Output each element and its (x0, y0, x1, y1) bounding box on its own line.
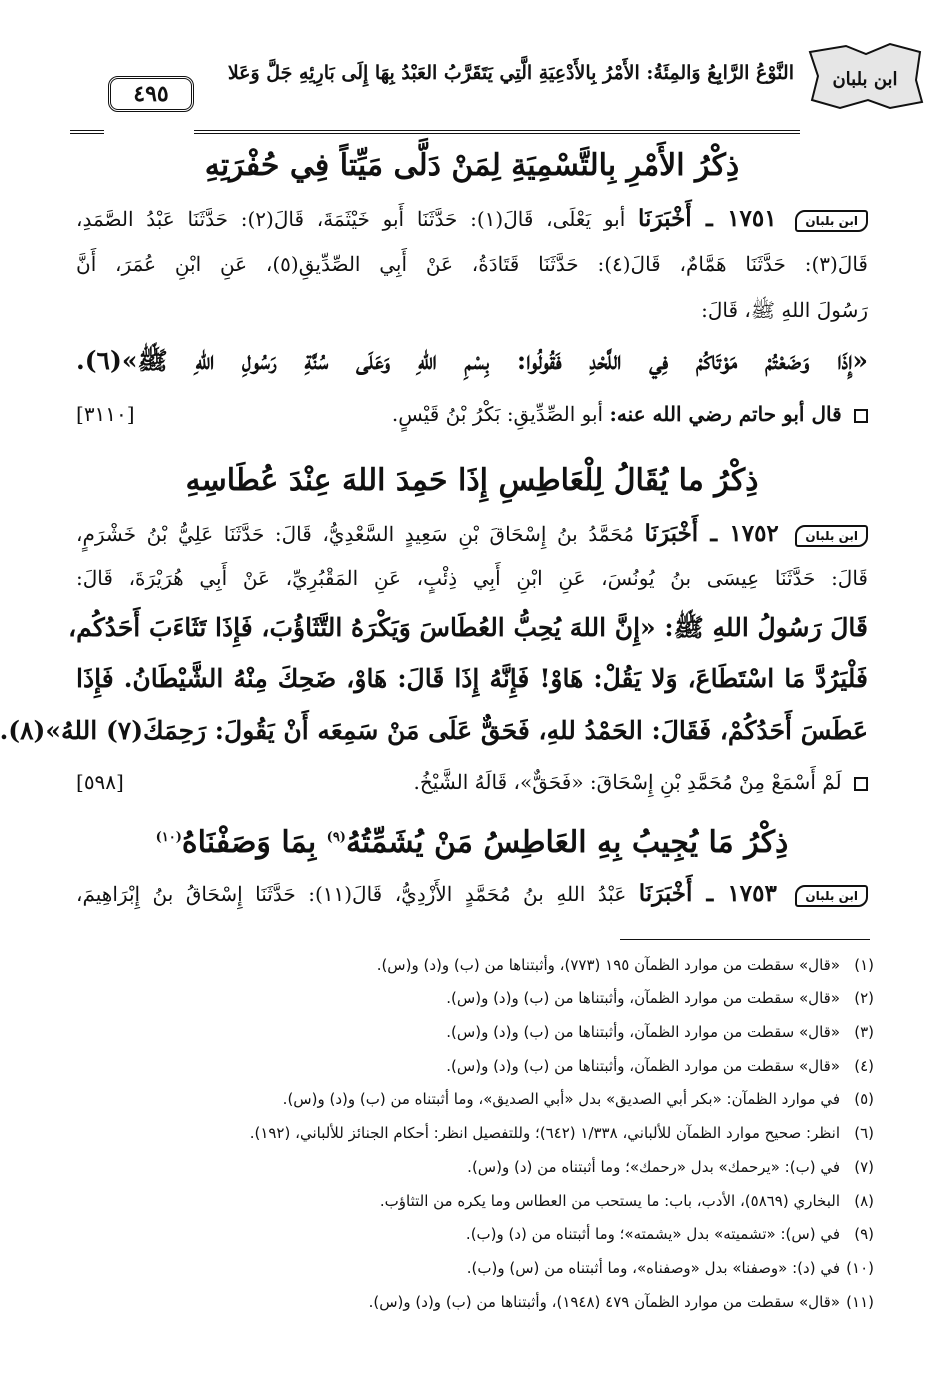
footnote-text: «قال» سقطت من موارد الظمآن ١٩٥ (٧٧٣)، وأثبتناها من (ب) و(د) و(س). (376, 956, 840, 974)
footnote-number: (٧) (854, 1158, 874, 1176)
isnad-line: قَالَ: حَدَّثَنَا عِيسَى بنُ يُونُسَ، عَنِ ابْنِ أَبِي ذِئْبٍ، عَنِ المَقْبُرِيِّ، عَنْ أَبِي هُرَيْرَةَ، قَالَ: (76, 566, 868, 590)
footnote-text: البخاري (٥٨٦٩)، الأدب، باب: ما يستحب من العطاس وما يكره من التثاؤب. (379, 1192, 840, 1210)
footnote-rule (620, 939, 870, 940)
hadith-badge: ابن بلبان (795, 885, 868, 907)
isnad-line: رَسُولَ اللهِ ﷺ، قَالَ: (701, 298, 868, 322)
heading-suffix: بِمَا وَصَفْنَاهُ (181, 825, 317, 860)
footnote-text: في (د): «وصفنا» بدل «وصفناه»، وما أثبتناه من (س) و(ب). (466, 1259, 840, 1277)
isnad-line: قَالَ(٣): حَدَّثَنَا هَمَّامٌ، قَالَ(٤): حَدَّثَنَا قَتَادَةُ، عَنْ أَبِي الصِّدِّيقِ(٥)، عَنِ ابْنِ عُمَرَ، أَنَّ (76, 252, 868, 276)
footnote-number: (١٠) (846, 1259, 874, 1277)
note-text: لَمْ أَسْمَعْ مِنْ مُحَمَّدِ بْنِ إِسْحَاقَ: «فَحَقٌّ»، قَالَهُ الشَّيْخُ. (413, 770, 842, 794)
footnote (60, 1023, 874, 1041)
footnote (60, 1090, 874, 1108)
hadith-text: عَطَسَ أَحَدُكُمْ، فَقَالَ: الحَمْدُ للهِ، فَحَقٌّ عَلَى مَنْ سَمِعَه أَنْ يَقُولَ: رَحِمَكَ(٧) اللهُ»(٨). (0, 716, 868, 745)
heading-text: ذِكْرُ مَا يُجِيبُ بِهِ العَاطِسُ مَنْ يُشَمِّتُهُ (345, 825, 789, 860)
hadith-badge: ابن بلبان (795, 525, 868, 547)
footnote-ref: (٩) (326, 830, 346, 845)
footnote-text: «قال» سقطت من موارد الظمآن، وأثبتناها من (ب) و(د) و(س). (446, 989, 840, 1007)
footnote-text: في موارد الظمآن: «بكر أبي الصديق» بدل «أبي الصديق»، وما أثبتناه من (ب) و(د) و(س). (282, 1090, 840, 1108)
footnote-number: (٣) (854, 1023, 874, 1041)
footnote (60, 989, 874, 1007)
footnote-text: «قال» سقطت من موارد الظمآن، وأثبتناها من (ب) و(د) و(س). (446, 1057, 840, 1075)
footnote (60, 1192, 874, 1210)
reference-number: [٥٩٨] (76, 770, 124, 794)
note-square-icon (854, 777, 868, 791)
isnad-text: مُحَمَّدُ بنُ إِسْحَاقَ بْنِ سَعِيدٍ السَّعْدِيُّ، قَالَ: حَدَّثَنَا عَلِيُّ بْنُ خَشْرَمٍ، (76, 522, 634, 546)
footnote-number: (٥) (854, 1090, 874, 1108)
footnote-text: «قال» سقطت من موارد الظمآن ٤٧٩ (١٩٤٨)، وأثبتناها من (ب) و(د) و(س). (368, 1293, 840, 1311)
footnote-text: في (س): «تشميته» بدل «يشمته»؛ وما أثبتناه من (د) و(ب). (465, 1225, 840, 1243)
section-heading: ذِكْرُ ما يُقَالُ لِلْعَاطِسِ إِذَا حَمِدَ اللهَ عِنْدَ عُطَاسِهِ (185, 463, 759, 498)
footnote-text: «قال» سقطت من موارد الظمآن، وأثبتناها من (ب) و(د) و(س). (446, 1023, 840, 1041)
svg-text:ابن بلبان: ابن بلبان (832, 69, 898, 90)
footnote-ref: (١٠) (155, 830, 182, 845)
running-title: النَّوْعُ الرَّابِعُ وَالمِئَةُ: الأَمْرُ بِالأَدْعِيَةِ الَّتِي يَتَقَرَّبُ العَبْدُ بِهَا إِلَى بَارِئِهِ جَلَّ وَعَلا (227, 62, 794, 84)
reference-number: [٣١١٠] (76, 402, 135, 426)
footnote (60, 1057, 874, 1075)
hadith-number: ١٧٥٣ ـ أَخْبَرَنَا (638, 880, 777, 907)
footnote (60, 1293, 874, 1311)
hadith-number: ١٧٥٢ ـ أَخْبَرَنَا (644, 520, 779, 547)
note-lead: قال أبو حاتم رضي الله عنه: (609, 402, 842, 426)
header-rule-left (70, 130, 104, 134)
footnote (60, 956, 874, 974)
isnad-line (76, 520, 868, 547)
footnote (60, 1124, 874, 1142)
page-header (70, 42, 924, 110)
ornament-icon (806, 42, 924, 110)
isnad-line (76, 205, 868, 232)
section-heading (60, 825, 884, 860)
hadith-note (200, 402, 868, 426)
isnad-text: أبو يَعْلَى، قَالَ(١): حَدَّثَنَا أَبو خَيْثَمَةَ، قَالَ(٢): حَدَّثَنَا عَبْدُ الصَّمَدِ، (76, 207, 626, 231)
footnote-number: (٢) (854, 989, 874, 1007)
footnote-text: في (ب): «يرحمك» بدل «رحمك»؛ وما أثبتناه من (د) و(س). (467, 1158, 840, 1176)
footnote (60, 1259, 874, 1277)
footnote-number: (٦) (854, 1124, 874, 1142)
hadith-text: «إِذَا وَضَعْتُمْ مَوْتَاكُمْ فِي اللَّحْدِ فَقُولُوا: بِسْمِ اللهِ وَعَلَى سُنَّةِ رَسُولِ اللهِ ﷺ»(٦). (76, 346, 868, 375)
hadith-note (200, 770, 868, 794)
footnote-text: انظر: صحيح موارد الظمآن للألباني، ١/٣٣٨ (٦٤٢)؛ وللتفصيل انظر: أحكام الجنائز للألباني، (١٩٢). (249, 1124, 840, 1142)
footnote-number: (١١) (846, 1293, 874, 1311)
page-number: ٤٩٥ (108, 76, 194, 112)
section-heading: ذِكْرُ الأَمْرِ بِالتَّسْمِيَةِ لِمَنْ دَلَّى مَيِّتاً فِي حُفْرَتِهِ (204, 148, 740, 183)
note-square-icon (854, 409, 868, 423)
footnote-number: (٤) (854, 1057, 874, 1075)
note-text: أبو الصِّدِّيقِ: بَكْرُ بْنُ قَيْسٍ. (391, 402, 604, 426)
hadith-text: قَالَ رَسُولُ اللهِ ﷺ: «إِنَّ اللهَ يُحِبُّ العُطَاسَ وَيَكْرَهُ التَّثَاؤُبَ، فَإِذَا تَثَاءَبَ أَحَدُكُم، (68, 613, 868, 642)
footnote (60, 1158, 874, 1176)
isnad-line (76, 880, 868, 907)
isnad-text: عَبْدُ اللهِ بنُ مُحَمَّدٍ الأَزْدِيُّ، قَالَ(١١): حَدَّثَنَا إِسْحَاقُ بنُ إِبْرَاهِيمَ، (76, 882, 627, 906)
hadith-text: فَلْيَرُدَّ مَا اسْتَطَاعَ، وَلا يَقُلْ: هَاوْ! فَإِنَّهُ إِذَا قَالَ: هَاوْ، ضَحِكَ مِنْهُ الشَّيْطَانُ. فَإِذَا (76, 664, 869, 693)
footnote-number: (٩) (854, 1225, 874, 1243)
header-rule-right (194, 130, 800, 134)
footnote (60, 1225, 874, 1243)
footnote-number: (١) (854, 956, 874, 974)
footnote-number: (٨) (854, 1192, 874, 1210)
hadith-number: ١٧٥١ ـ أَخْبَرَنَا (638, 205, 777, 232)
hadith-badge: ابن بلبان (795, 210, 868, 232)
